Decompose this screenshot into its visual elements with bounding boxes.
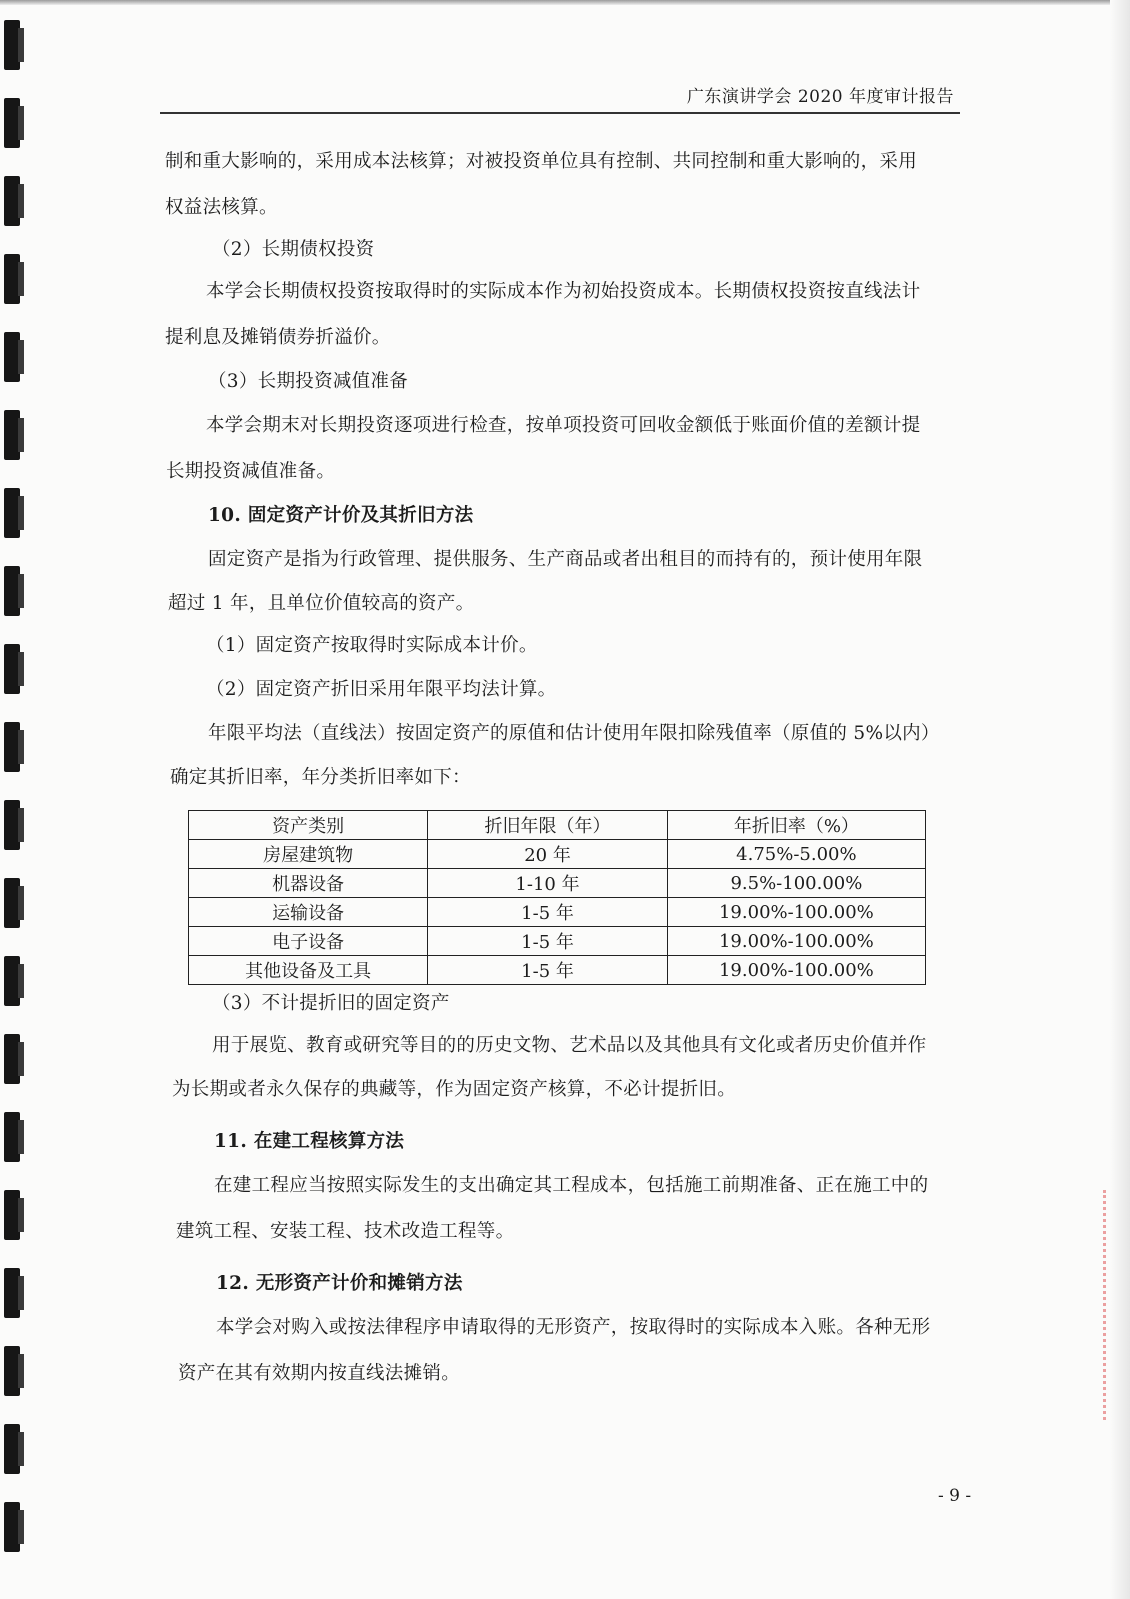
binding-hole (4, 722, 20, 772)
binding-hole (4, 254, 20, 304)
body-paragraph-line: 制和重大影响的，采用成本法核算；对被投资单位具有控制、共同控制和重大影响的，采用 (165, 151, 918, 172)
body-paragraph-line: 资产在其有效期内按直线法摊销。 (178, 1363, 461, 1384)
table-header-cell: 折旧年限（年） (428, 811, 668, 840)
subsection-label: （2）长期债权投资 (212, 239, 375, 260)
binding-hole (4, 332, 20, 382)
table-row (189, 840, 926, 869)
body-paragraph-line: 为长期或者永久保存的典藏等，作为固定资产核算，不必计提折旧。 (172, 1079, 737, 1100)
section-heading: 11. 在建工程核算方法 (214, 1131, 405, 1152)
table-cell: 19.00%-100.00% (667, 956, 925, 985)
binding-hole (4, 1424, 20, 1474)
body-paragraph-line: 长期投资减值准备。 (166, 461, 336, 482)
table-cell: 1-5 年 (428, 956, 668, 985)
body-paragraph-line: 在建工程应当按照实际发生的支出确定其工程成本，包括施工前期准备、正在施工中的 (214, 1175, 929, 1196)
body-paragraph-line: （1）固定资产按取得时实际成本计价。 (206, 635, 538, 656)
table-header-cell: 资产类别 (189, 811, 428, 840)
depreciation-table (188, 810, 926, 985)
report-header-title: 广东演讲学会 2020 年度审计报告 (686, 87, 954, 107)
binding-hole (4, 20, 20, 70)
table-cell: 1-10 年 (428, 869, 668, 898)
body-paragraph-line: 用于展览、教育或研究等目的的历史文物、艺术品以及其他具有文化或者历史价值并作 (212, 1035, 927, 1056)
table-row (189, 869, 926, 898)
body-paragraph-line: 固定资产是指为行政管理、提供服务、生产商品或者出租目的而持有的，预计使用年限 (208, 549, 923, 570)
body-paragraph-line: 提利息及摊销债券折溢价。 (165, 327, 391, 348)
table-header-row (189, 811, 926, 840)
body-paragraph-line: 建筑工程、安装工程、技术改造工程等。 (176, 1221, 515, 1242)
table-row (189, 898, 926, 927)
binding-hole (4, 410, 20, 460)
binding-hole (4, 488, 20, 538)
binding-hole (4, 878, 20, 928)
binding-hole (4, 644, 20, 694)
subsection-label: （3）不计提折旧的固定资产 (212, 993, 450, 1014)
binding-hole (4, 800, 20, 850)
subsection-label: （3）长期投资减值准备 (208, 371, 409, 392)
table-cell: 其他设备及工具 (189, 956, 428, 985)
binding-hole (4, 1346, 20, 1396)
table-cell: 20 年 (428, 840, 668, 869)
binding-hole (4, 176, 20, 226)
table-header-cell: 年折旧率（%） (667, 811, 925, 840)
body-paragraph-line: 确定其折旧率，年分类折旧率如下： (170, 767, 471, 788)
binding-hole (4, 1190, 20, 1240)
page-number: - 9 - (938, 1486, 972, 1506)
table-row (189, 927, 926, 956)
body-paragraph-line: 超过 1 年，且单位价值较高的资产。 (168, 593, 475, 614)
table-cell: 1-5 年 (428, 927, 668, 956)
binding-hole (4, 1112, 20, 1162)
table-cell: 机器设备 (189, 869, 428, 898)
table-cell: 4.75%-5.00% (667, 840, 925, 869)
body-paragraph-line: 本学会长期债权投资按取得时的实际成本作为初始投资成本。长期债权投资按直线法计 (206, 281, 921, 302)
binding-hole (4, 956, 20, 1006)
binding-hole (4, 1034, 20, 1084)
section-heading: 12. 无形资产计价和摊销方法 (216, 1273, 463, 1294)
table-cell: 19.00%-100.00% (667, 898, 925, 927)
scan-top-edge (0, 0, 1130, 5)
binding-hole (4, 1502, 20, 1552)
table-cell: 1-5 年 (428, 898, 668, 927)
body-paragraph-line: 本学会期末对长期投资逐项进行检查，按单项投资可回收金额低于账面价值的差额计提 (206, 415, 921, 436)
body-paragraph-line: （2）固定资产折旧采用年限平均法计算。 (206, 679, 557, 700)
table-cell: 9.5%-100.00% (667, 869, 925, 898)
table-cell: 运输设备 (189, 898, 428, 927)
table-cell: 房屋建筑物 (189, 840, 428, 869)
body-paragraph-line: 年限平均法（直线法）按固定资产的原值和估计使用年限扣除残值率（原值的 5%以内） (208, 723, 940, 744)
section-heading: 10. 固定资产计价及其折旧方法 (208, 505, 474, 526)
table-row (189, 956, 926, 985)
red-seal-stamp (1103, 1190, 1128, 1420)
table-cell: 19.00%-100.00% (667, 927, 925, 956)
binding-strip (0, 0, 36, 1599)
body-paragraph-line: 权益法核算。 (165, 197, 278, 218)
binding-hole (4, 1268, 20, 1318)
binding-hole (4, 98, 20, 148)
binding-hole (4, 566, 20, 616)
header-rule (160, 112, 960, 114)
table-cell: 电子设备 (189, 927, 428, 956)
body-paragraph-line: 本学会对购入或按法律程序申请取得的无形资产，按取得时的实际成本入账。各种无形 (216, 1317, 931, 1338)
